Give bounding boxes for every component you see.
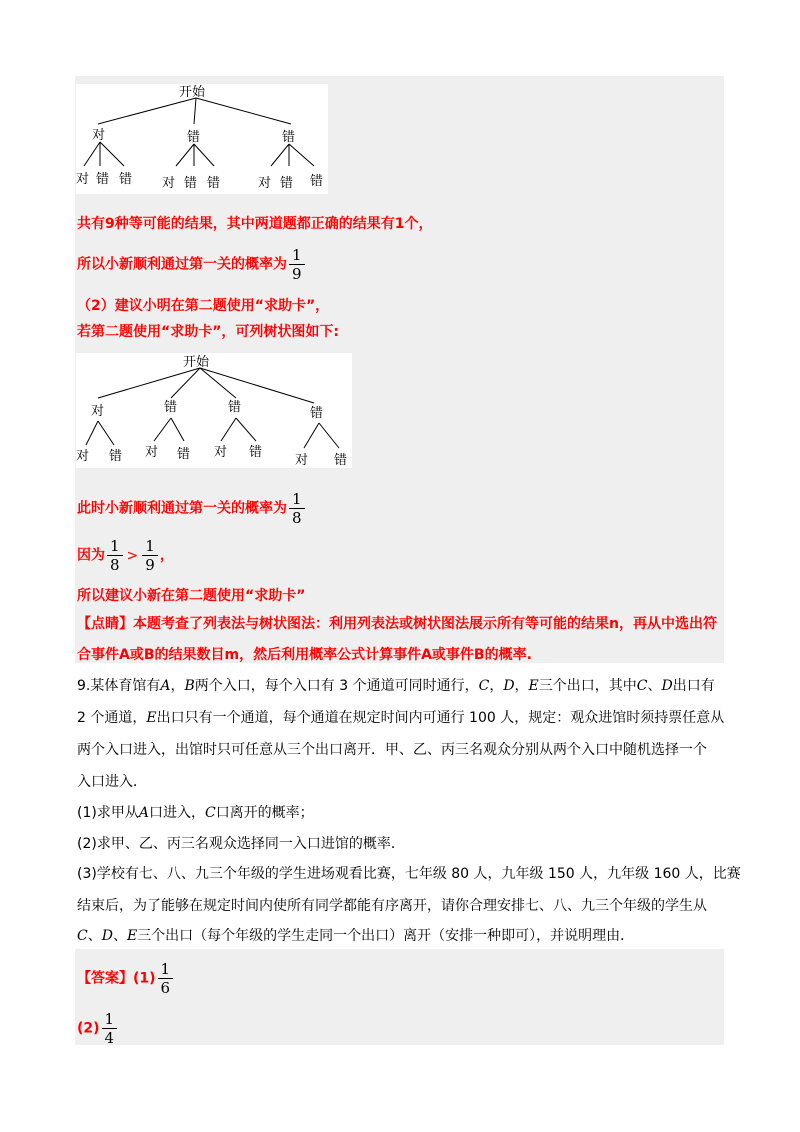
fraction-denominator: 6 [158,978,174,997]
q-var: D [101,928,113,944]
q-var: C [77,928,88,944]
fraction-one-ninth-b [142,537,158,574]
answer-line-2 [77,1010,119,1047]
tree1-l2-0-0: 对 [76,172,90,187]
tree2-l2-0-0: 对 [76,449,90,464]
tree-diagram-1 [76,84,328,194]
tree1-l1-2: 错 [282,130,296,145]
question-part-2: (2)求甲、乙、丙三名观众选择同一入口进馆的概率． [77,836,405,852]
q-text: 、 [112,928,127,944]
solution-line-6-suffix: ， [159,547,174,564]
q-text: 三个出口，其中 [538,678,637,694]
q-text: 9.某体育馆有 [77,678,161,694]
tree-diagram-2-svg [76,353,352,468]
fraction-numerator: 1 [292,490,302,508]
q-text: (1)求甲从 [77,805,139,821]
q-text: ， [514,678,529,694]
q-text: 出口有 [672,678,715,694]
q-var: E [528,678,539,694]
tree1-l2-2-0: 对 [258,176,272,191]
fraction-denominator: 9 [289,264,305,283]
fraction-denominator: 9 [142,555,158,574]
fraction-numerator: 1 [145,537,155,555]
q-var: C [204,805,216,821]
tree2-l2-1-1: 错 [177,447,191,462]
answer-2-fraction [102,1010,118,1047]
question-part-3: (3)学校有七、八、九三个年级的学生进场观看比赛，七年级 80 人，九年级 150 人，九年级 160 人，比赛 [77,866,741,882]
solution-line-3: （2）建议小明在第二题使用“求助卡”， [77,298,330,314]
tree2-l1-2: 错 [228,400,242,415]
fraction-denominator: 8 [289,508,305,527]
tree2-root: 开始 [183,355,210,370]
answer-1-fraction [158,960,174,997]
fraction-one-eighth [289,490,305,527]
q-var: E [146,710,157,726]
question-line-2 [77,708,724,728]
tree2-l2-3-0: 对 [295,453,309,468]
fraction-numerator: 1 [292,246,302,264]
tree1-l2-0-2: 错 [119,172,133,187]
tree1-l2-1-1: 错 [184,176,198,191]
q-text: 两个入口，每个入口有 3 个通道可同时通行， [194,678,479,694]
question-line-3: 两个入口进入，出馆时只可任意从三个出口离开．甲、乙、丙三名观众分别从两个入口中随机选择一个 [77,742,707,758]
solution-line-5 [77,490,307,527]
tree2-l2-1-0: 对 [145,445,159,460]
answer-2-label: (2) [77,1020,100,1037]
question-line-4: 入口进入． [77,774,147,790]
solution-line-6-prefix: 因为 [77,547,105,564]
solution-line-7: 所以建议小新在第二题使用“求助卡” [77,588,306,604]
fraction-denominator: 8 [107,555,123,574]
remark-line-2: 合事件A或B的结果数目m，然后利用概率公式计算事件A或事件B的概率. [77,647,532,663]
q-var: C [636,678,648,694]
remark-line-1: 【点睛】本题考查了列表法与树状图法：利用列表法或树状图法展示所有等可能的结果n，再从中选出符 [77,616,717,632]
tree2-l1-1: 错 [164,400,178,415]
q-text: 2 个通道， [77,710,147,726]
q-text: 、 [647,678,662,694]
tree1-l2-0-1: 错 [96,172,110,187]
fraction-numerator: 1 [110,537,120,555]
tree2-l1-3: 错 [310,406,324,421]
tree1-l2-1-0: 对 [162,176,176,191]
tree-diagram-1-svg [76,84,328,194]
q-text: 三个出口（每个年级的学生走同一个出口）离开（安排一种即可），并说明理由． [137,928,635,944]
solution-line-1: 共有9种等可能的结果，其中两道题都正确的结果有1个， [77,216,433,232]
greater-than-sign: > [126,547,139,564]
q-text: 口进入， [148,805,205,821]
q-var: A [160,678,171,694]
fraction-denominator: 4 [102,1028,118,1047]
answer-label: 【答案】 [77,970,133,987]
question-part-3-line-2: 结束后，为了能够在规定时间内使所有同学都能有序离开，请你合理安排七、八、九三个年级的学生从 [77,898,707,914]
fraction-one-eighth-b [107,537,123,574]
q-var: C [478,678,490,694]
q-text: ， [489,678,504,694]
q-text: 口离开的概率； [215,805,314,821]
fraction-numerator: 1 [160,960,171,978]
tree2-l2-3-1: 错 [334,453,348,468]
q-var: E [126,928,138,944]
solution-line-5-text: 此时小新顺利通过第一关的概率为 [77,500,287,517]
solution-line-6 [77,537,174,574]
tree2-l2-2-0: 对 [214,445,228,460]
tree1-l2-2-1: 错 [280,176,294,191]
solution-line-2 [77,246,307,283]
q-text: 出口只有一个通道，每个通道在规定时间内可通行 100 人，规定：观众进馆时须持票任意从 [156,710,725,726]
answer-1-label: (1) [133,970,156,987]
tree2-l1-0: 对 [91,404,105,419]
fraction-one-ninth [289,246,305,283]
tree2-l2-2-1: 错 [249,445,263,460]
answer-line-1 [77,960,175,997]
tree1-l1-0: 对 [92,128,106,143]
tree1-l2-1-2: 错 [207,176,221,191]
question-part-1 [77,803,314,823]
q-var: D [503,678,515,694]
tree1-l1-1: 错 [187,130,201,145]
solution-line-4: 若第二题使用“求助卡”，可列树状图如下: [77,324,339,340]
q-var: A [138,805,149,821]
q-var: B [184,678,195,694]
question-line-1 [77,676,715,696]
q-text: 、 [87,928,102,944]
tree-diagram-2 [76,353,352,468]
tree2-l2-0-1: 错 [109,449,123,464]
fraction-numerator: 1 [104,1010,115,1028]
solution-line-2-text: 所以小新顺利通过第一关的概率为 [77,256,287,273]
question-part-3-line-3 [77,926,634,946]
q-var: D [661,678,673,694]
q-text: ， [170,678,185,694]
tree1-l2-2-2: 错 [310,174,324,189]
tree1-root: 开始 [179,85,206,100]
